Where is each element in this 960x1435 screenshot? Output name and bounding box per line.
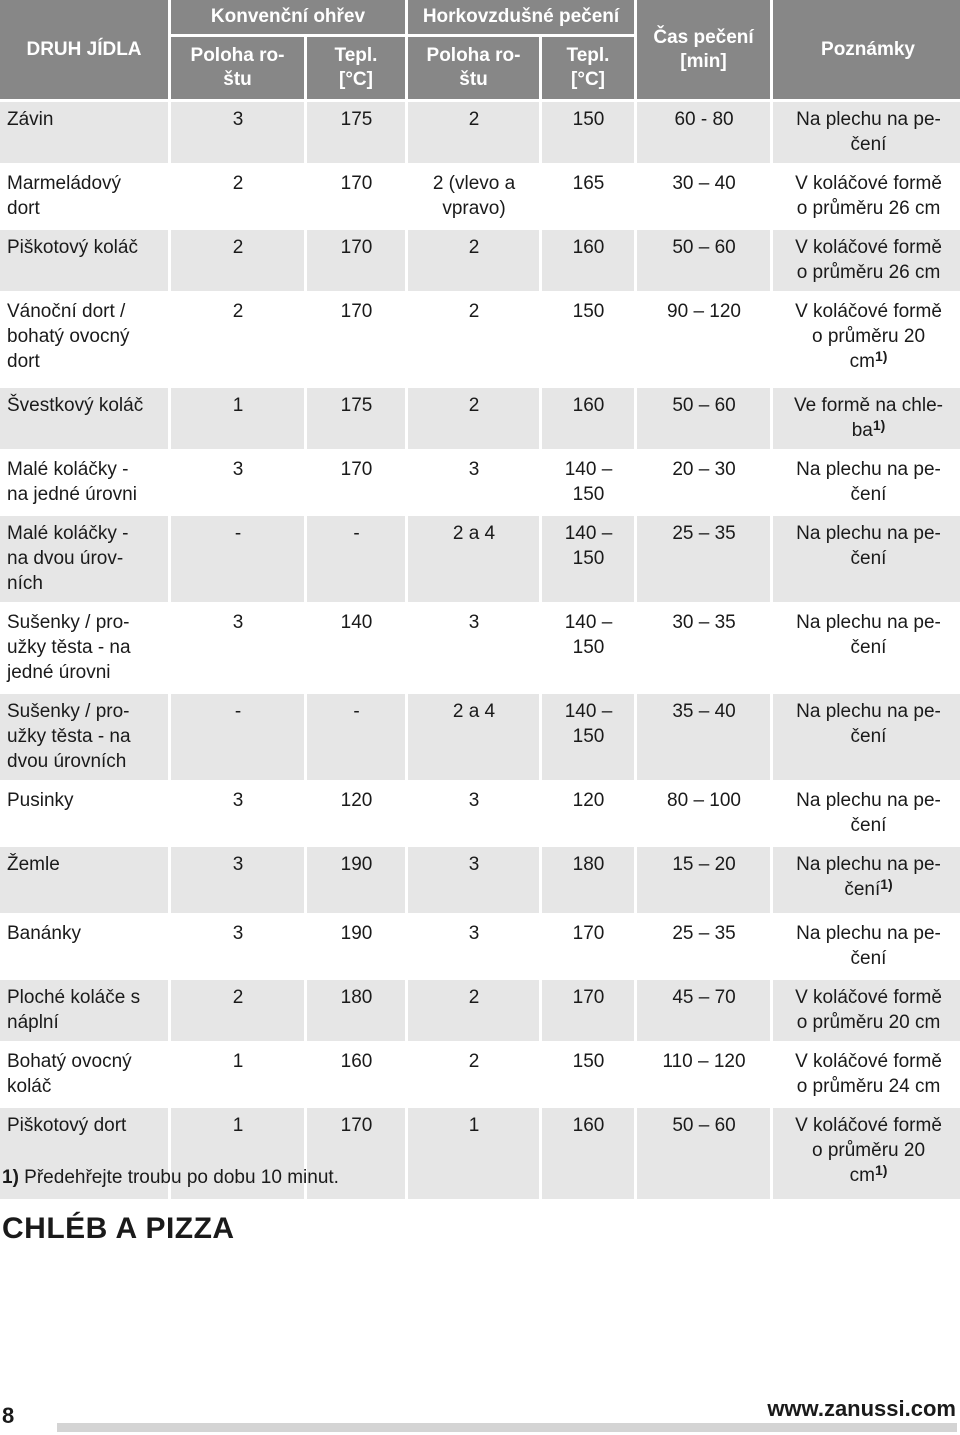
row-conv-shelf-text: 2: [232, 301, 244, 322]
table-row: [0, 916, 960, 977]
row-note: [773, 694, 960, 780]
row-dish-name-text: Bohatý ovocný koláč: [7, 1051, 132, 1097]
row-dish-name: [0, 166, 168, 227]
row-conv-shelf-text: -: [234, 523, 242, 544]
table-row: [0, 166, 960, 227]
row-note-text: Na plechu na pe- čení: [796, 612, 941, 658]
row-conv-shelf-text: 3: [232, 109, 244, 130]
footnote-marker: 1): [2, 1167, 19, 1188]
row-conv-temp: [307, 166, 405, 227]
row-hot-shelf-text: 3: [468, 923, 480, 944]
footnote-ref: 1): [880, 876, 893, 892]
table-row: [0, 102, 960, 163]
row-dish-name: [0, 1044, 168, 1105]
row-note-text: V koláčové formě o průměru 20 cm: [795, 301, 942, 372]
row-conv-temp-text: 175: [340, 109, 373, 130]
row-note: [773, 388, 960, 449]
footnote: [2, 1166, 339, 1190]
row-hot-shelf-text: 3: [468, 459, 480, 480]
row-hot-temp-text: 180: [572, 854, 605, 875]
header-notes: Poznámky: [773, 0, 960, 99]
row-baking-time-text: 30 – 35: [672, 612, 736, 633]
row-baking-time: [637, 980, 770, 1041]
row-hot-temp-text: 150: [572, 1051, 605, 1072]
row-hot-temp-text: 140 – 150: [564, 612, 613, 658]
footnote-ref: 1): [872, 417, 886, 433]
row-conv-shelf: [171, 847, 304, 913]
row-hot-temp: [542, 102, 634, 163]
row-note-text: Na plechu na pe- čení: [796, 523, 941, 569]
row-conv-temp-text: 190: [340, 923, 373, 944]
row-conv-shelf: [171, 916, 304, 977]
row-hot-shelf: [408, 452, 539, 513]
table-row: [0, 294, 960, 385]
row-note-text: V koláčové formě o průměru 26 cm: [795, 173, 942, 219]
row-conv-shelf: [171, 694, 304, 780]
row-hot-shelf: [408, 783, 539, 844]
row-baking-time: [637, 1044, 770, 1105]
table-row: [0, 605, 960, 691]
row-conv-shelf-text: 2: [232, 173, 244, 194]
row-note-text: Na plechu na pe- čení: [796, 923, 941, 969]
row-hot-shelf-text: 2: [468, 301, 480, 322]
row-dish-name-text: Žemle: [7, 854, 60, 875]
row-conv-shelf: [171, 452, 304, 513]
row-hot-shelf: [408, 605, 539, 691]
row-conv-temp-text: 170: [340, 301, 373, 322]
row-hot-temp: [542, 1044, 634, 1105]
footnote-ref: 1): [874, 348, 888, 364]
row-conv-temp-text: 180: [340, 987, 373, 1008]
row-dish-name-text: Ploché koláče s náplní: [7, 987, 141, 1033]
row-note: [773, 452, 960, 513]
row-baking-time: [637, 783, 770, 844]
row-hot-temp: [542, 916, 634, 977]
row-note-text: Na plechu na pe- čení: [796, 109, 941, 155]
row-dish-name: [0, 452, 168, 513]
row-hot-temp: [542, 605, 634, 691]
row-hot-temp: [542, 847, 634, 913]
row-conv-shelf-text: -: [234, 701, 242, 722]
row-conv-shelf-text: 3: [232, 854, 244, 875]
row-note-text: V koláčové formě o průměru 20 cm: [795, 987, 942, 1033]
row-conv-shelf: [171, 166, 304, 227]
footnote-ref: 1): [874, 1162, 888, 1178]
row-conv-shelf-text: 2: [232, 987, 244, 1008]
row-conv-temp-text: 190: [340, 854, 373, 875]
website-link[interactable]: www.zanussi.com: [767, 1396, 956, 1421]
row-dish-name-text: Malé koláčky - na jedné úrovni: [7, 459, 137, 505]
table-row: [0, 516, 960, 602]
row-hot-shelf: [408, 1044, 539, 1105]
row-hot-temp-text: 150: [572, 109, 605, 130]
row-note: [773, 916, 960, 977]
row-hot-temp-text: 170: [572, 923, 605, 944]
row-hot-shelf: [408, 166, 539, 227]
row-hot-shelf-text: 3: [468, 612, 480, 633]
row-hot-shelf: [408, 847, 539, 913]
row-conv-shelf: [171, 102, 304, 163]
row-conv-shelf: [171, 783, 304, 844]
row-hot-shelf-text: 2 a 4: [452, 701, 496, 722]
row-baking-time: [637, 605, 770, 691]
row-conv-shelf-text: 3: [232, 612, 244, 633]
row-hot-shelf-text: 3: [468, 790, 480, 811]
row-baking-time-text: 50 – 60: [672, 395, 736, 416]
row-hot-shelf: [408, 230, 539, 291]
header-conv-temp: Tepl. [°C]: [307, 37, 405, 99]
row-conv-temp-text: 170: [340, 459, 373, 480]
row-baking-time-text: 50 – 60: [672, 237, 736, 258]
row-dish-name-text: Závin: [7, 109, 54, 130]
row-conv-temp-text: -: [353, 701, 360, 722]
row-hot-temp-text: 160: [572, 1115, 605, 1136]
row-conv-temp: [307, 694, 405, 780]
row-hot-temp: [542, 980, 634, 1041]
row-hot-shelf-text: 2 (vlevo a vpravo): [432, 173, 516, 219]
row-note-text: Ve formě na chle- ba: [794, 395, 943, 441]
row-hot-shelf: [408, 388, 539, 449]
row-dish-name-text: Vánoční dort / bohatý ovocný dort: [7, 301, 130, 372]
row-hot-temp-text: 120: [572, 790, 605, 811]
row-conv-temp: [307, 847, 405, 913]
row-hot-shelf-text: 2: [468, 395, 480, 416]
row-conv-temp: [307, 980, 405, 1041]
row-conv-temp-text: 120: [340, 790, 373, 811]
page-number: 8: [2, 1403, 15, 1428]
row-conv-temp: [307, 388, 405, 449]
row-note: [773, 166, 960, 227]
row-note-text: Na plechu na pe- čení: [796, 790, 941, 836]
row-note-text: V koláčové formě o průměru 20 cm: [795, 1115, 942, 1186]
table-row: [0, 980, 960, 1041]
row-baking-time: [637, 847, 770, 913]
row-dish-name-text: Pusinky: [7, 790, 74, 811]
section-title: CHLÉB A PIZZA: [2, 1212, 235, 1245]
header-hot-shelf: Poloha ro- štu: [408, 37, 539, 99]
row-hot-shelf: [408, 980, 539, 1041]
row-note: [773, 230, 960, 291]
row-dish-name-text: Malé koláčky - na dvou úrov- ních: [7, 523, 129, 594]
row-hot-temp-text: 140 – 150: [564, 459, 613, 505]
table-row: [0, 694, 960, 780]
row-baking-time: [637, 452, 770, 513]
header-conventional: Konvenční ohřev: [171, 0, 405, 34]
row-hot-shelf-text: 3: [468, 854, 480, 875]
row-dish-name: [0, 980, 168, 1041]
row-baking-time: [637, 294, 770, 385]
row-conv-shelf-text: 1: [232, 1051, 244, 1072]
row-hot-temp: [542, 516, 634, 602]
row-hot-temp: [542, 783, 634, 844]
header-hot-air: Horkovzdušné pečení: [408, 0, 634, 34]
table-row: [0, 1044, 960, 1105]
table-row: [0, 847, 960, 913]
row-dish-name: [0, 847, 168, 913]
row-dish-name: [0, 605, 168, 691]
footer-divider: [57, 1423, 957, 1432]
row-hot-shelf-text: 2: [468, 237, 480, 258]
row-dish-name: [0, 230, 168, 291]
row-note: [773, 605, 960, 691]
row-dish-name: [0, 294, 168, 385]
row-hot-shelf-text: 2 a 4: [452, 523, 496, 544]
row-hot-shelf: [408, 516, 539, 602]
row-baking-time: [637, 694, 770, 780]
row-conv-shelf-text: 1: [232, 1115, 244, 1136]
row-conv-shelf: [171, 388, 304, 449]
row-conv-shelf: [171, 516, 304, 602]
row-baking-time-text: 45 – 70: [672, 987, 736, 1008]
row-baking-time-text: 20 – 30: [672, 459, 736, 480]
row-note: [773, 783, 960, 844]
table-row: [0, 230, 960, 291]
row-dish-name-text: Banánky: [7, 923, 81, 944]
row-baking-time: [637, 102, 770, 163]
row-hot-temp-text: 140 – 150: [564, 701, 613, 747]
row-hot-shelf-text: 2: [468, 1051, 480, 1072]
row-conv-temp: [307, 102, 405, 163]
table-row: [0, 783, 960, 844]
row-dish-name: [0, 516, 168, 602]
row-conv-temp: [307, 294, 405, 385]
row-conv-shelf: [171, 605, 304, 691]
row-dish-name: [0, 388, 168, 449]
row-conv-temp-text: 140: [340, 612, 373, 633]
row-conv-temp-text: 160: [340, 1051, 373, 1072]
row-conv-shelf: [171, 1044, 304, 1105]
row-hot-shelf: [408, 294, 539, 385]
row-note-text: Na plechu na pe- čení: [796, 459, 941, 505]
row-hot-temp-text: 140 – 150: [564, 523, 613, 569]
row-baking-time-text: 80 – 100: [667, 790, 741, 811]
row-hot-shelf: [408, 916, 539, 977]
header-conv-shelf: Poloha ro- štu: [171, 37, 304, 99]
row-conv-shelf-text: 3: [232, 923, 244, 944]
row-dish-name-text: Piškotový dort: [7, 1115, 127, 1136]
row-hot-shelf: [408, 102, 539, 163]
row-hot-temp-text: 160: [572, 395, 605, 416]
row-note: [773, 847, 960, 913]
row-note: [773, 980, 960, 1041]
row-dish-name: [0, 783, 168, 844]
row-conv-temp: [307, 1044, 405, 1105]
row-conv-temp-text: 175: [340, 395, 373, 416]
row-note: [773, 1044, 960, 1105]
row-hot-temp: [542, 452, 634, 513]
row-conv-shelf-text: 2: [232, 237, 244, 258]
row-conv-shelf-text: 3: [232, 790, 244, 811]
row-dish-name-text: Sušenky / pro- užky těsta - na jedné úrovni: [7, 612, 131, 683]
row-conv-temp: [307, 230, 405, 291]
row-hot-shelf-text: 2: [468, 987, 480, 1008]
row-conv-temp: [307, 916, 405, 977]
row-hot-shelf-text: 2: [468, 109, 480, 130]
header-baking-time: Čas pečení [min]: [637, 0, 770, 99]
row-conv-shelf: [171, 294, 304, 385]
row-conv-temp-text: 170: [340, 1115, 373, 1136]
table-row: [0, 388, 960, 449]
row-hot-temp-text: 165: [572, 173, 605, 194]
row-dish-name: [0, 694, 168, 780]
row-hot-shelf: [408, 694, 539, 780]
row-note-text: V koláčové formě o průměru 24 cm: [795, 1051, 942, 1097]
row-note-text: Na plechu na pe- čení: [796, 854, 941, 900]
row-baking-time: [637, 230, 770, 291]
row-hot-shelf-text: 1: [468, 1115, 480, 1136]
row-baking-time-text: 35 – 40: [672, 701, 736, 722]
row-conv-shelf: [171, 980, 304, 1041]
row-hot-shelf: [408, 1108, 539, 1199]
row-baking-time-text: 25 – 35: [672, 923, 736, 944]
row-hot-temp-text: 160: [572, 237, 605, 258]
row-baking-time: [637, 1108, 770, 1199]
row-hot-temp: [542, 230, 634, 291]
row-note-text: Na plechu na pe- čení: [796, 701, 941, 747]
row-conv-temp: [307, 516, 405, 602]
row-conv-temp: [307, 783, 405, 844]
row-dish-name-text: Švestkový koláč: [7, 395, 144, 416]
row-hot-temp: [542, 694, 634, 780]
row-conv-temp-text: 170: [340, 237, 373, 258]
row-baking-time-text: 60 - 80: [674, 109, 734, 130]
row-baking-time-text: 25 – 35: [672, 523, 736, 544]
header-hot-temp: Tepl. [°C]: [542, 37, 634, 99]
row-note: [773, 294, 960, 385]
row-dish-name-text: Piškotový koláč: [7, 237, 138, 258]
row-hot-temp: [542, 1108, 634, 1199]
row-dish-name: [0, 102, 168, 163]
row-note: [773, 516, 960, 602]
row-conv-temp-text: -: [353, 523, 360, 544]
row-note: [773, 1108, 960, 1199]
row-hot-temp: [542, 166, 634, 227]
row-hot-temp-text: 170: [572, 987, 605, 1008]
row-baking-time: [637, 516, 770, 602]
row-note-text: V koláčové formě o průměru 26 cm: [795, 237, 942, 283]
row-baking-time-text: 15 – 20: [672, 854, 736, 875]
row-baking-time-text: 50 – 60: [672, 1115, 736, 1136]
row-conv-temp: [307, 605, 405, 691]
row-conv-shelf-text: 1: [232, 395, 244, 416]
table-row: [0, 452, 960, 513]
row-hot-temp-text: 150: [572, 301, 605, 322]
row-dish-name: [0, 916, 168, 977]
row-baking-time: [637, 166, 770, 227]
row-baking-time-text: 90 – 120: [667, 301, 741, 322]
header-dish-type: DRUH JÍDLA: [0, 0, 168, 99]
row-baking-time-text: 110 – 120: [662, 1051, 746, 1072]
row-conv-temp: [307, 452, 405, 513]
row-hot-temp: [542, 388, 634, 449]
row-dish-name-text: Marmeládový dort: [7, 173, 122, 219]
row-conv-shelf: [171, 230, 304, 291]
row-baking-time-text: 30 – 40: [672, 173, 736, 194]
row-conv-shelf-text: 3: [232, 459, 244, 480]
row-conv-temp-text: 170: [340, 173, 373, 194]
row-note: [773, 102, 960, 163]
row-baking-time: [637, 916, 770, 977]
row-dish-name-text: Sušenky / pro- užky těsta - na dvou úrovních: [7, 701, 131, 772]
row-baking-time: [637, 388, 770, 449]
row-hot-temp: [542, 294, 634, 385]
footnote-text: Předehřejte troubu po dobu 10 minut.: [18, 1167, 339, 1188]
